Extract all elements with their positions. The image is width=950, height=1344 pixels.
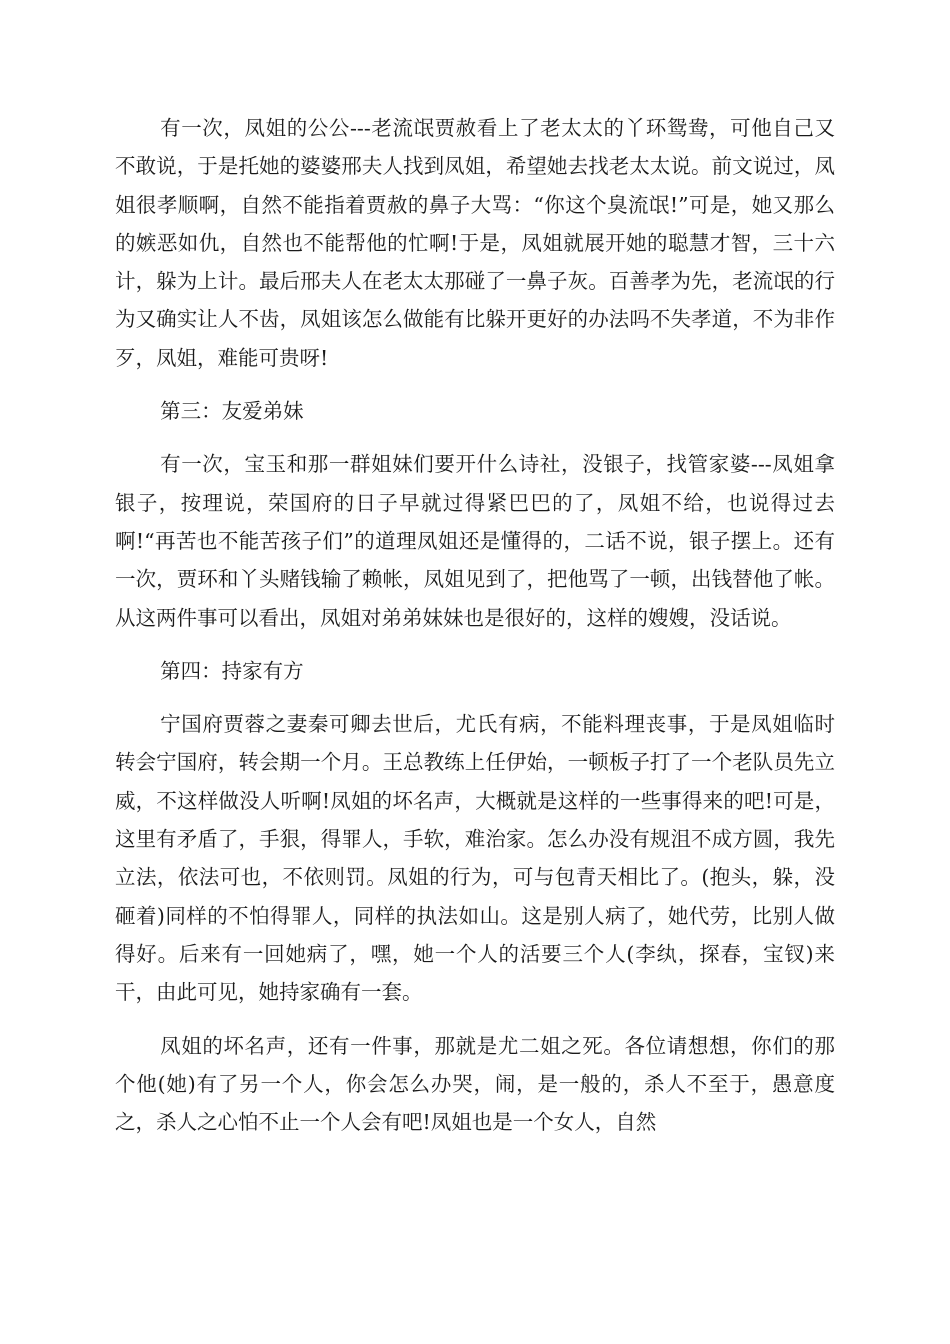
- document-body: [115, 109, 835, 1156]
- paragraph-siblings: 有一次，宝玉和那一群姐妹们要开什么诗社，没银子，找管家婆---凤姐拿银子，按理说，荣国府的日子早就过得紧巴巴的了，凤姐不给，也说得过去啊!“再苦也不能苦孩子们”的道理凤姐还是懂得的，二话不说，银子摆上。还有一次，贾环和丫头赌钱输了赖帐，凤姐见到了，把他骂了一顿，出钱替他了帐。从这两件事可以看出，凤姐对弟弟妹妹也是很好的，这样的嫂嫂，没话说。: [115, 452, 835, 630]
- paragraph-household: 宁国府贾蓉之妻秦可卿去世后，尤氏有病，不能料理丧事，于是凤姐临时转会宁国府，转会期一个月。王总教练上任伊始，一顿板子打了一个老队员先立威，不这样做没人听啊!凤姐的坏名声，大概就是这样的一些事得来的吧!可是，这里有矛盾了，手狠，得罪人，手软，难治家。怎么办没有规沮不成方圆，我先立法，依法可也，不依则罚。凤姐的行为，可与包青天相比了。(抱头，躲，没砸着)同样的不怕得罪人，同样的执法如山。这是别人病了，她代劳，比别人做得好。后来有一回她病了，嘿，她一个人的活要三个人(李纨，探春，宝钗)来干，由此可见，她持家确有一套。: [115, 712, 835, 1005]
- section-heading-3: 第三：友爱弟妹: [160, 399, 304, 424]
- paragraph-you-erjie: 凤姐的坏名声，还有一件事，那就是尤二姐之死。各位请想想，你们的那个他(她)有了另一个人，你会怎么办哭，闹，是一般的，杀人不至于，愚意度之，杀人之心怕不止一个人会有吧!凤姐也是一个女人，自然: [115, 1033, 835, 1135]
- section-heading-4: 第四：持家有方: [160, 658, 304, 683]
- paragraph-yuanyang: 有一次，凤姐的公公---老流氓贾赦看上了老太太的丫环鸳鸯，可他自己又不敢说，于是托她的婆婆邢夫人找到凤姐，希望她去找老太太说。前文说过，凤姐很孝顺啊，自然不能指着贾赦的鼻子大骂：“你这个臭流氓!”可是，她又那么的嫉恶如仇，自然也不能帮他的忙啊!于是，凤姐就展开她的聪慧才智，三十六计，躲为上计。最后邢夫人在老太太那碰了一鼻子灰。百善孝为先，老流氓的行为又确实让人不齿，凤姐该怎么做能有比躲开更好的办法吗不失孝道，不为非作歹，凤姐，难能可贵呀!: [115, 116, 835, 370]
